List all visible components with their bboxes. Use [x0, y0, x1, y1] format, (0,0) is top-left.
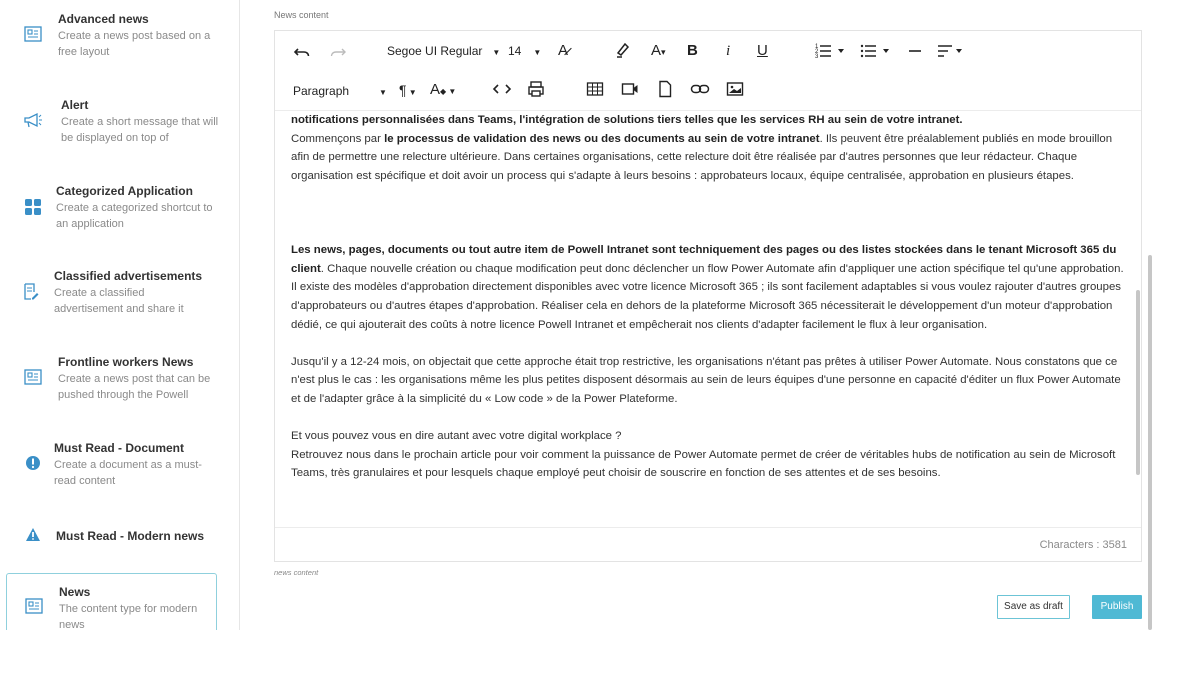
content-type-title: News — [59, 585, 91, 599]
block-format-select[interactable] — [293, 81, 387, 101]
chevron-down-icon: ▼ — [533, 48, 542, 57]
megaphone-icon — [23, 112, 43, 132]
print-icon[interactable] — [527, 80, 545, 100]
content-type-description: Create a news post that can be pushed through the Powell — [58, 373, 211, 401]
image-icon[interactable] — [726, 80, 744, 100]
font-family-select[interactable] — [387, 41, 500, 61]
page-scrollbar[interactable] — [1148, 255, 1152, 630]
horizontal-rule-icon[interactable] — [908, 41, 922, 61]
editor-toolbar — [275, 31, 1141, 111]
file-icon[interactable] — [657, 80, 673, 100]
news-icon — [24, 598, 44, 618]
chevron-down-icon: ▼ — [379, 88, 387, 97]
svg-text:2: 2 — [815, 49, 819, 55]
warning-icon — [23, 527, 43, 547]
rich-text-editor — [274, 30, 1142, 562]
bold-icon[interactable]: B — [687, 42, 698, 59]
svg-text:1: 1 — [815, 44, 819, 50]
text: Retrouvez nous dans le prochain article pour voir comment la puissance de Power Automate permet de créer de véritables hubs de notification au sein de Microsoft Teams, très granulaires et pour lesquels chaque employé peut choisir de souscrire en fonction de ses attentes et de ses besoins. — [291, 448, 1116, 480]
chevron-down-icon: ▼ — [492, 48, 501, 57]
content-type-news[interactable] — [6, 573, 217, 630]
bullet-list-icon[interactable] — [860, 41, 890, 61]
field-hint: news content — [274, 568, 319, 577]
font-size-select[interactable] — [508, 41, 541, 61]
paragraph — [291, 130, 1127, 186]
content-type-title: Categorized Application — [56, 184, 193, 198]
text: Et vous pouvez vous en dire autant avec votre digital workplace ? — [291, 430, 622, 443]
content-type-classified-advertisements[interactable] — [6, 257, 217, 321]
video-icon[interactable] — [621, 80, 639, 100]
info-circle-icon — [23, 455, 43, 475]
table-icon[interactable] — [586, 80, 604, 100]
empty-paragraph — [291, 204, 1127, 223]
content-type-categorized-application[interactable] — [6, 172, 217, 236]
highlighter-icon[interactable] — [615, 41, 631, 61]
publish-button[interactable]: Publish — [1092, 595, 1142, 619]
content-type-title: Must Read - Document — [54, 441, 185, 455]
underline-icon[interactable]: U — [757, 42, 768, 59]
editor-content[interactable] — [291, 111, 1127, 526]
content-type-description: The content type for modern news — [59, 603, 198, 630]
align-icon[interactable] — [937, 41, 965, 61]
text: Commençons par — [291, 132, 385, 145]
paragraph — [291, 353, 1127, 409]
paragraph-icon[interactable]: ¶ ▼ — [399, 82, 417, 98]
news-icon — [23, 369, 43, 389]
clear-formatting-icon[interactable]: A̷ — [558, 42, 569, 59]
block-format-value: Paragraph — [293, 84, 350, 98]
character-count: Characters : 3581 — [1039, 539, 1127, 551]
grid-icon — [23, 198, 43, 218]
content-type-description: Create a short message that will be displayed on top of — [61, 116, 219, 144]
italic-icon[interactable]: i — [726, 43, 731, 59]
font-size-value: 14 — [508, 44, 522, 58]
editor-scrollbar[interactable] — [1136, 290, 1140, 475]
undo-icon[interactable] — [293, 42, 311, 62]
content-type-description: Create a news post based on a free layout — [58, 30, 211, 58]
ordered-list-icon[interactable] — [815, 41, 845, 61]
code-view-icon[interactable] — [492, 80, 512, 100]
content-type-must-read-document[interactable] — [6, 429, 217, 493]
content-type-description: Create a categorized shortcut to an application — [56, 202, 213, 230]
text-color-icon[interactable]: A▾ — [651, 42, 666, 59]
link-icon[interactable] — [690, 80, 710, 100]
content-type-frontline-workers-news[interactable] — [6, 343, 217, 407]
content-type-title: Alert — [61, 98, 89, 112]
content-type-advanced-news[interactable] — [6, 0, 217, 64]
paragraph — [291, 241, 1127, 334]
content-type-title: Must Read - Modern news — [56, 529, 205, 543]
paragraph — [291, 427, 1127, 446]
content-type-sidebar — [0, 0, 240, 630]
editor-status-bar — [275, 527, 1141, 561]
text: . Ils peuvent être préalablement publiés en mode brouillon afin de permettre une relecture ultérieure. Dans certaines organisations, cette relecture doit être réalisée par d'autres personnes que leur rédacteur. Chaque organisation est spécifique et doit avoir un process qui s'adapte à leurs besoins : approbateurs locaux, équipe centralisée, approbation en plusieurs étapes. — [291, 132, 1113, 182]
svg-text:3: 3 — [815, 54, 819, 59]
field-label: News content — [274, 10, 329, 20]
paragraph — [291, 446, 1127, 483]
save-as-draft-button[interactable]: Save as draft — [997, 595, 1070, 619]
bold-text: notifications personnalisées dans Teams, l'intégration de solutions tiers telles que les services RH au sein de votre intranet. — [291, 114, 963, 126]
bold-text: Les news, pages, documents ou tout autre item de Powell Intranet sont techniquement des pages ou des listes stockées dans le tenant Microsoft 365 du client — [291, 244, 1117, 275]
content-type-title: Advanced news — [58, 12, 149, 26]
text: . Chaque nouvelle création ou chaque modification peut donc déclencher un flow Power Automate afin d'appliquer une action spécifique tel qu'une approbation. Il existe des modèles d'approbation directement disponibles avec votre licence Microsoft 365 ; ils sont facilement adaptables si vous voulez rajouter d'autres groupes d'approbateurs ou d'autres étapes d'approbation. Réaliser cela en dehors de la plateforme Microsoft 365 nécessiterait le développement d'un moteur d'approbation dédié, ce qui ajouterait des coûts à notre licence Powell Intranet et empêcherait nos clients d'adapter facilement le flux à leur organisation. — [291, 262, 1124, 331]
text: Jusqu'il y a 12-24 mois, on objectait que cette approche était trop restrictive, les organisations n'étant pas prêtes à utiliser Power Automate. Nous constatons que ce n'est plus le cas : les organisations même les plus petites disposent désormais au sein de leurs équipes d'une personne en capacité d'éditer un flux Power Automate et de l'adapter grâce à la simplicité du « Low code » de la Power Plateforme. — [291, 355, 1121, 405]
text-style-icon[interactable]: A◆ ▼ — [430, 81, 457, 98]
content-type-alert[interactable] — [6, 86, 217, 150]
content-type-description: Create a classified advertisement and share it — [54, 287, 184, 315]
bold-text: le processus de validation des news ou des documents au sein de votre intranet — [384, 132, 820, 145]
content-type-title: Classified advertisements — [54, 269, 203, 283]
content-type-description: Create a document as a must-read content — [54, 459, 202, 487]
news-icon — [23, 26, 43, 46]
paragraph — [291, 111, 1127, 130]
content-type-title: Frontline workers News — [58, 355, 194, 369]
edit-document-icon — [21, 283, 41, 303]
content-type-must-read-modern-news[interactable] — [6, 515, 217, 555]
redo-icon[interactable] — [329, 42, 347, 62]
font-family-value: Segoe UI Regular — [387, 44, 483, 58]
